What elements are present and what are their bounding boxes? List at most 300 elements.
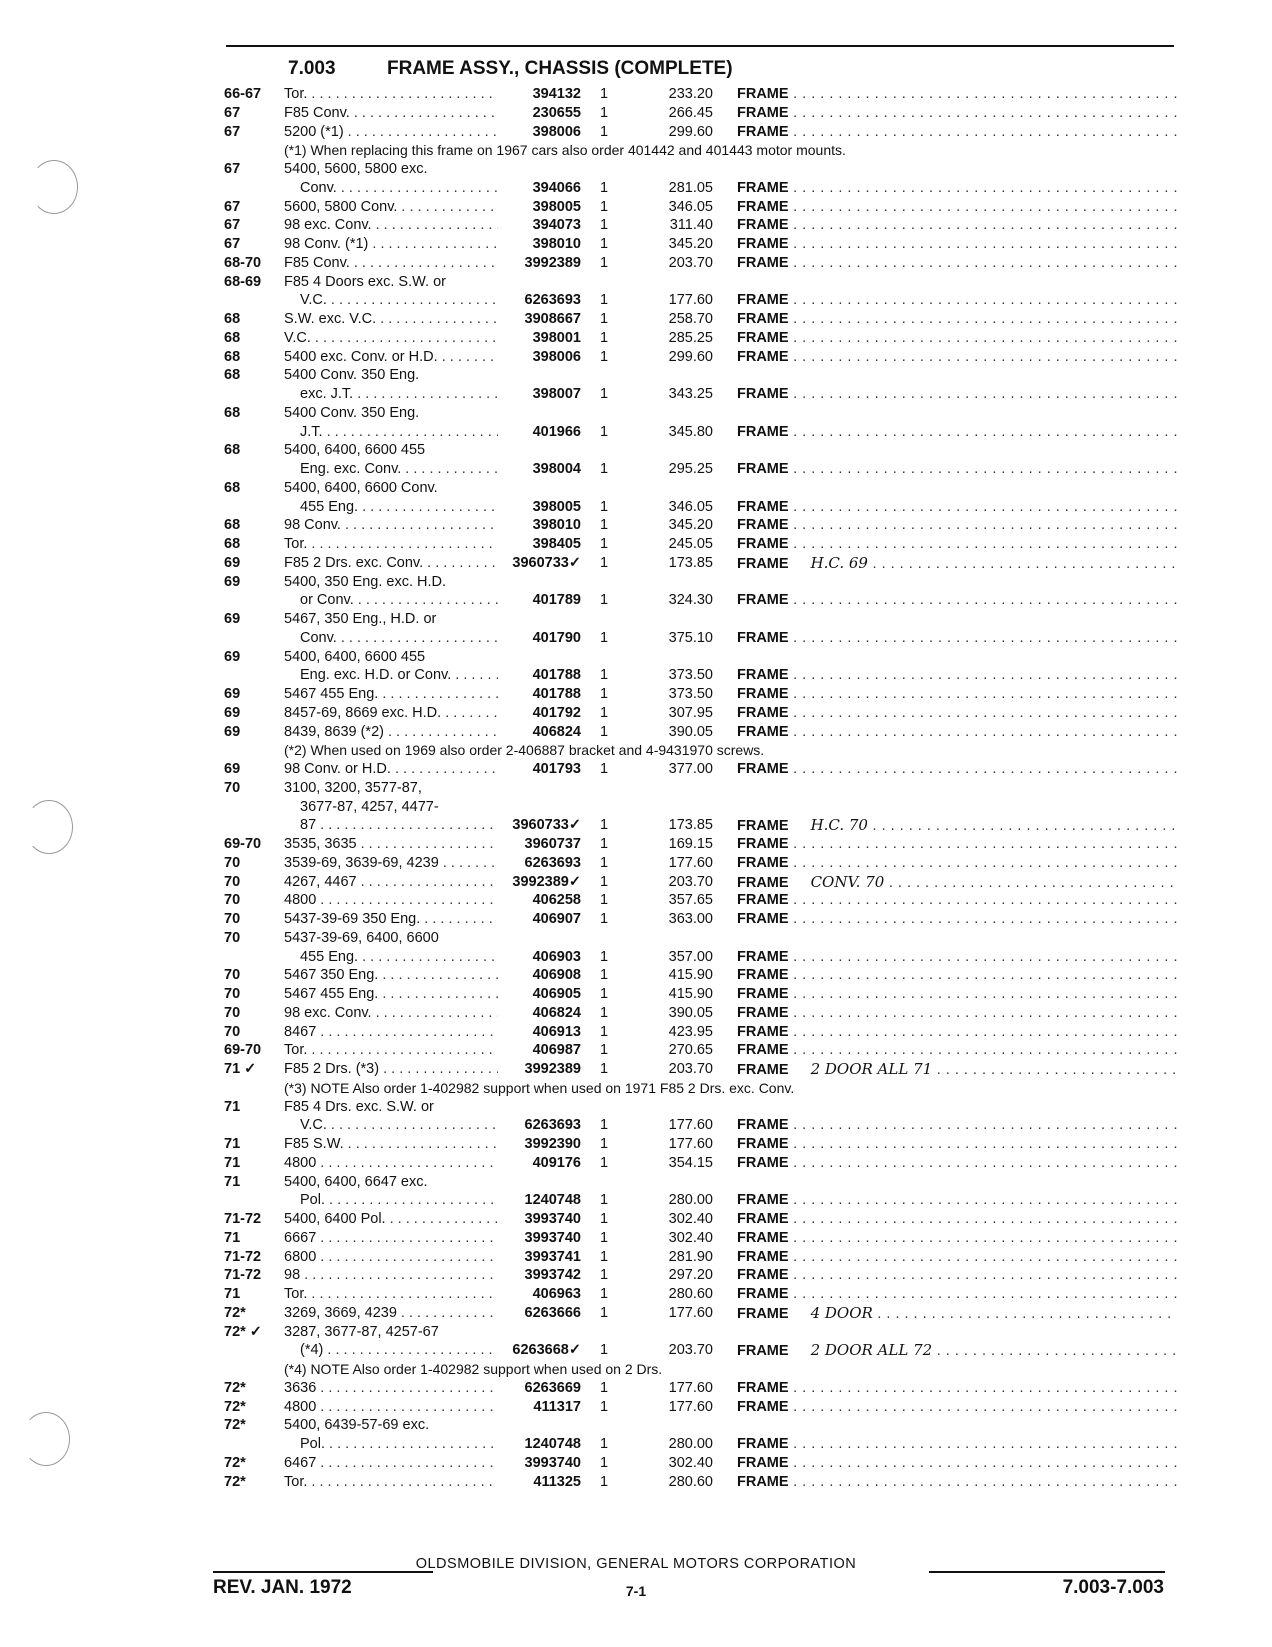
table-row: [0, 591, 1272, 610]
part-name: [737, 1398, 1177, 1417]
part-name-text: FRAME: [737, 629, 789, 646]
model-year: 72*: [224, 1454, 246, 1471]
table-row: [0, 404, 1272, 423]
part-name: [737, 329, 1177, 348]
quantity: 1: [599, 423, 609, 440]
table-row: [0, 348, 1272, 367]
model-description: 455 Eng. . . .: [300, 948, 498, 967]
table-row: [0, 1285, 1272, 1304]
part-name: [737, 179, 1177, 198]
model-description: 8439, 8639 (*2) . . .: [284, 723, 498, 742]
table-row: [0, 1341, 1272, 1360]
part-name: [737, 348, 1177, 367]
quantity: 1: [599, 1436, 609, 1452]
part-number: 3992390: [524, 1136, 581, 1152]
table-row: [0, 666, 1272, 685]
handwritten-note: 2 DOOR ALL 72: [810, 1341, 933, 1360]
footnote-row: [0, 1079, 1272, 1098]
part-name-text: FRAME: [737, 461, 789, 477]
part-name-text: FRAME: [737, 1136, 789, 1152]
model-description: 8457-69, 8669 exc. H.D. . . .: [284, 704, 498, 723]
model-description: 5467, 350 Eng., H.D. or: [284, 611, 437, 627]
part-number: 3993742: [524, 1267, 581, 1284]
part-name: [737, 123, 1177, 142]
quantity: 1: [599, 986, 609, 1002]
part-number: 398010: [532, 236, 581, 252]
list-price: 311.40: [669, 217, 713, 234]
list-price: 177.60: [668, 292, 713, 309]
table-row: [0, 516, 1272, 535]
part-name-text: FRAME: [737, 892, 789, 909]
quantity: 1: [599, 1061, 609, 1077]
table-row: [0, 798, 1272, 817]
list-price: 177.60: [668, 1398, 713, 1415]
part-number: 3960737: [524, 836, 581, 852]
table-row: [0, 1060, 1272, 1079]
list-price: 280.60: [668, 1473, 713, 1490]
quantity: 1: [599, 1454, 609, 1471]
part-name: [737, 1041, 1177, 1060]
part-name: [737, 254, 1177, 273]
model-description: F85 2 Drs. exc. Conv. . . .: [284, 554, 498, 573]
quantity: 1: [599, 123, 609, 140]
model-year: 69: [224, 761, 241, 777]
model-description: Eng. exc. Conv. . . .: [300, 460, 498, 479]
table-row: [0, 910, 1272, 929]
model-description: 3287, 3677-87, 4257-67: [284, 1323, 439, 1340]
model-description: 6467 . . .: [284, 1454, 498, 1473]
part-name: [737, 966, 1177, 985]
list-price: 233.20: [668, 86, 713, 102]
model-description: V.C. . . .: [300, 291, 498, 310]
model-description: 5400, 6400 Pol. . . .: [284, 1210, 498, 1229]
part-name: [737, 1229, 1177, 1248]
part-name: [737, 891, 1177, 910]
quantity: 1: [599, 723, 609, 740]
model-description: 5400 exc. Conv. or H.D. . . .: [284, 348, 498, 367]
quantity: 1: [599, 629, 609, 646]
model-description: J.T. . . .: [300, 423, 498, 442]
table-row: [0, 216, 1272, 235]
model-description: 5400, 350 Eng. exc. H.D.: [284, 573, 447, 590]
model-description: 98 exc. Conv. . . .: [284, 1004, 498, 1023]
model-description: 98 exc. Conv. . . .: [284, 216, 498, 235]
part-name-text: FRAME: [737, 86, 789, 102]
part-name: [737, 835, 1177, 854]
part-name-text: FRAME: [737, 1248, 789, 1265]
list-price: 173.85: [668, 817, 713, 834]
part-number: 394066: [532, 179, 581, 196]
quantity: 1: [599, 1248, 609, 1265]
list-price: 302.40: [668, 1211, 713, 1227]
list-price: 280.60: [668, 1286, 713, 1302]
model-year: 69: [224, 704, 241, 721]
table-row: [0, 610, 1272, 629]
list-price: 357.00: [668, 948, 713, 965]
quantity: 1: [599, 179, 609, 196]
part-name: [737, 816, 1177, 836]
model-description: S.W. exc. V.C. . . .: [284, 310, 498, 329]
part-name-text: FRAME: [737, 179, 789, 196]
model-year: 69-70: [224, 1042, 262, 1059]
table-row: [0, 1323, 1272, 1342]
model-year: 71-72: [224, 1211, 262, 1227]
table-row: [0, 1098, 1272, 1117]
part-name-text: FRAME: [737, 348, 789, 365]
table-row: [0, 854, 1272, 873]
part-name: [737, 1341, 1177, 1361]
model-description: Pol. . . .: [300, 1191, 498, 1210]
part-name: [737, 1473, 1177, 1492]
model-description: F85 Conv. . . .: [284, 254, 498, 273]
model-year: 69: [224, 686, 241, 702]
part-name: [737, 1023, 1177, 1042]
table-row: [0, 1041, 1272, 1060]
table-row: [0, 760, 1272, 779]
table-row: [0, 835, 1272, 854]
footer-page-number: 7-1: [625, 1583, 647, 1599]
part-number: 401966: [532, 423, 581, 440]
quantity: 1: [599, 667, 609, 684]
table-row: [0, 291, 1272, 310]
model-description: Conv. . . .: [300, 629, 498, 648]
part-name-text: FRAME: [737, 761, 789, 777]
parts-list: [0, 85, 1272, 1491]
table-row: [0, 816, 1272, 835]
model-description: 5400, 6400, 6600 455: [284, 648, 426, 665]
model-description: 5200 (*1) . . .: [284, 123, 498, 142]
table-row: [0, 460, 1272, 479]
quantity: 1: [599, 704, 609, 721]
part-number: 406905: [532, 986, 581, 1002]
part-name-text: FRAME: [737, 254, 789, 271]
part-name-text: FRAME: [737, 967, 789, 984]
model-year: 69: [224, 648, 241, 665]
quantity: 1: [599, 217, 609, 234]
list-price: 270.65: [668, 1042, 713, 1059]
list-price: 415.90: [668, 986, 713, 1002]
part-name: [737, 1210, 1177, 1229]
footnote-row: [0, 141, 1272, 160]
model-year: 70: [224, 967, 241, 984]
table-row: [0, 498, 1272, 517]
model-description: 3636 . . .: [284, 1379, 498, 1398]
table-row: [0, 723, 1272, 742]
part-name-text: FRAME: [737, 948, 789, 965]
model-year: 69: [224, 573, 241, 590]
part-name-text: FRAME: [737, 1379, 789, 1396]
table-row: [0, 1304, 1272, 1323]
part-number: 406903: [532, 948, 581, 965]
model-description: 5600, 5800 Conv. . . .: [284, 198, 498, 217]
model-year: 68: [224, 442, 241, 459]
quantity: 1: [599, 1304, 609, 1321]
table-row: [0, 1004, 1272, 1023]
part-name-text: FRAME: [737, 1004, 789, 1021]
part-name-text: FRAME: [737, 1117, 789, 1134]
quantity: 1: [599, 1117, 609, 1134]
part-number: 3992389✓: [512, 873, 581, 890]
table-row: [0, 104, 1272, 123]
model-description: 3100, 3200, 3577-87,: [284, 779, 422, 796]
part-name-text: FRAME: [737, 686, 789, 702]
part-name-text: FRAME: [737, 854, 789, 871]
table-row: [0, 704, 1272, 723]
handwritten-note: H.C. 70: [810, 816, 868, 835]
list-price: 324.30: [668, 592, 713, 609]
list-price: 357.65: [668, 892, 713, 909]
list-price: 203.70: [668, 254, 713, 271]
table-row: [0, 779, 1272, 798]
model-description: 5467 455 Eng. . . .: [284, 685, 498, 704]
quantity: 1: [599, 1211, 609, 1227]
quantity: 1: [599, 1229, 609, 1246]
list-price: 203.70: [668, 873, 713, 890]
part-name-text: FRAME: [737, 292, 789, 309]
part-name-text: FRAME: [737, 198, 789, 215]
model-year: 67: [224, 198, 241, 215]
part-name-text: FRAME: [737, 1343, 789, 1360]
list-price: 373.50: [668, 667, 713, 684]
part-name: [737, 873, 1177, 893]
part-number: 398010: [532, 517, 581, 534]
model-description: 4267, 4467 . . .: [284, 873, 498, 892]
quantity: 1: [599, 1473, 609, 1490]
part-number: 398005: [532, 198, 581, 215]
part-number: 3993740: [524, 1454, 581, 1471]
quantity: 1: [599, 104, 609, 121]
model-description: 5400, 5600, 5800 exc.: [284, 161, 428, 177]
part-number: 411317: [533, 1398, 581, 1415]
handwritten-note: H.C. 69: [810, 553, 868, 572]
model-year: 71 ✓: [224, 1061, 257, 1077]
part-name: [737, 1004, 1177, 1023]
handwritten-note: CONV. 70: [810, 872, 885, 891]
table-row: [0, 1210, 1272, 1229]
part-name: [737, 910, 1177, 929]
model-year: 68: [224, 536, 241, 552]
part-name: [737, 591, 1177, 610]
list-price: 266.45: [668, 104, 713, 121]
part-number: 398405: [532, 536, 581, 552]
model-year: 68: [224, 479, 241, 496]
part-name: [737, 666, 1177, 685]
model-description: exc. J.T. . . .: [300, 385, 498, 404]
model-year: 70: [224, 854, 241, 871]
part-number: 401789: [532, 592, 581, 609]
table-row: [0, 254, 1272, 273]
part-name: [737, 948, 1177, 967]
list-price: 375.10: [668, 629, 713, 646]
quantity: 1: [599, 1342, 609, 1359]
quantity: 1: [599, 1379, 609, 1396]
list-price: 258.70: [668, 311, 713, 327]
part-number: 401790: [532, 629, 581, 646]
part-name-text: FRAME: [737, 1211, 789, 1227]
model-description: 3539-69, 3639-69, 4239 . . .: [284, 854, 498, 873]
part-number: 3993741: [524, 1248, 581, 1265]
quantity: 1: [599, 1004, 609, 1021]
model-description: 6667 . . .: [284, 1229, 498, 1248]
footer-revision: REV. JAN. 1972: [213, 1577, 352, 1598]
quantity: 1: [599, 311, 609, 327]
list-price: 423.95: [668, 1023, 713, 1040]
list-price: 354.15: [668, 1154, 713, 1171]
part-name-text: FRAME: [737, 1229, 789, 1246]
quantity: 1: [599, 292, 609, 309]
part-number: 406824: [532, 1004, 581, 1021]
quantity: 1: [599, 836, 609, 852]
part-name-text: FRAME: [737, 1454, 789, 1471]
model-description: 5400, 6439-57-69 exc.: [284, 1417, 430, 1434]
list-price: 345.20: [668, 517, 713, 534]
footnote-row: [0, 741, 1272, 760]
part-name: [737, 1454, 1177, 1473]
model-description: 455 Eng. . . .: [300, 498, 498, 517]
handwritten-note: 2 DOOR ALL 71: [810, 1060, 933, 1078]
model-description: 87 . . .: [300, 816, 498, 835]
model-year: 67: [224, 217, 241, 234]
model-year: 68: [224, 329, 241, 346]
quantity: 1: [599, 948, 609, 965]
list-price: 345.80: [668, 423, 713, 440]
table-row: [0, 1191, 1272, 1210]
table-row: [0, 123, 1272, 142]
part-number: 3908667: [524, 311, 581, 327]
quantity: 1: [599, 329, 609, 346]
top-rule: [226, 45, 1174, 47]
list-price: 177.60: [668, 1304, 713, 1321]
list-price: 343.25: [668, 386, 713, 402]
list-price: 177.60: [668, 1136, 713, 1152]
model-year: 68: [224, 517, 241, 534]
quantity: 1: [599, 854, 609, 871]
quantity: 1: [599, 461, 609, 477]
quantity: 1: [599, 1154, 609, 1171]
part-name: [737, 854, 1177, 873]
part-number: 3992389: [524, 254, 581, 271]
model-description: 98 Conv. (*1) . . .: [284, 235, 498, 254]
part-name: [737, 629, 1177, 648]
model-year: 70: [224, 873, 241, 890]
part-name-text: FRAME: [737, 1023, 789, 1040]
table-row: [0, 1154, 1272, 1173]
part-name-text: FRAME: [737, 536, 789, 552]
part-name: [737, 1285, 1177, 1304]
model-description: Tor. . . .: [284, 535, 498, 554]
part-name-text: FRAME: [737, 911, 789, 927]
table-row: [0, 1173, 1272, 1192]
part-number: 409176: [532, 1154, 581, 1171]
part-name: [737, 985, 1177, 1004]
table-row: [0, 235, 1272, 254]
model-description: F85 4 Doors exc. S.W. or: [284, 273, 446, 290]
model-description: 5400, 6400, 6600 455: [284, 442, 426, 459]
quantity: 1: [599, 686, 609, 702]
part-name: [737, 235, 1177, 254]
model-description: V.C. . . .: [284, 329, 498, 348]
part-name-text: FRAME: [737, 592, 789, 609]
model-description: 5467 350 Eng. . . .: [284, 966, 498, 985]
model-description: 3677-87, 4257, 4477-: [300, 798, 439, 815]
part-name-text: FRAME: [737, 986, 789, 1002]
part-name: [737, 460, 1177, 479]
model-year: 67: [224, 104, 241, 121]
quantity: 1: [599, 967, 609, 984]
section-number: 7.003: [288, 58, 336, 79]
table-row: [0, 948, 1272, 967]
model-year: 69: [224, 723, 241, 740]
model-description: 98 Conv. . . .: [284, 516, 498, 535]
list-price: 173.85: [668, 554, 713, 571]
model-year: 72*: [224, 1379, 246, 1396]
part-number: 401788: [532, 686, 581, 702]
part-name: [737, 1116, 1177, 1135]
model-year: 71: [224, 1136, 241, 1152]
part-name: [737, 1191, 1177, 1210]
part-name: [737, 1304, 1177, 1324]
part-name: [737, 1435, 1177, 1454]
part-name-text: FRAME: [737, 1473, 789, 1490]
part-name-text: FRAME: [737, 704, 789, 721]
part-name-text: FRAME: [737, 1436, 789, 1452]
table-row: [0, 535, 1272, 554]
part-number: 401792: [532, 704, 581, 721]
list-price: 346.05: [668, 498, 713, 515]
part-name-text: FRAME: [737, 1042, 789, 1059]
quantity: 1: [599, 254, 609, 271]
part-name-text: FRAME: [737, 423, 789, 440]
table-row: [0, 1116, 1272, 1135]
part-name: [737, 85, 1177, 104]
part-name: [737, 760, 1177, 779]
table-row: [0, 441, 1272, 460]
model-year: 71: [224, 1154, 241, 1171]
part-number: 394132: [532, 86, 581, 102]
part-name: [737, 198, 1177, 217]
model-description: Tor. . . .: [284, 1285, 498, 1304]
list-price: 285.25: [668, 329, 713, 346]
model-description: F85 2 Drs. (*3) . . .: [284, 1060, 498, 1079]
footnote-row: [0, 1360, 1272, 1379]
list-price: 280.00: [668, 1436, 713, 1452]
quantity: 1: [599, 873, 609, 890]
part-name: [737, 423, 1177, 442]
model-year: 69: [224, 611, 241, 627]
table-row: [0, 1379, 1272, 1398]
table-row: [0, 385, 1272, 404]
footnote-text: (*4) NOTE Also order 1-402982 support when used on 2 Drs.: [284, 1361, 663, 1377]
part-name-text: FRAME: [737, 1398, 789, 1415]
part-number: 3993740: [524, 1211, 581, 1227]
table-row: [0, 1266, 1272, 1285]
list-price: 346.05: [668, 198, 713, 215]
list-price: 281.05: [668, 179, 713, 196]
model-year: 71: [224, 1098, 241, 1115]
table-row: [0, 1248, 1272, 1267]
table-row: [0, 198, 1272, 217]
part-name-text: FRAME: [737, 1305, 789, 1322]
part-number: 406913: [532, 1023, 581, 1040]
part-number: 6263668✓: [512, 1342, 581, 1359]
table-row: [0, 648, 1272, 667]
model-year: 68: [224, 367, 241, 384]
model-year: 70: [224, 1023, 241, 1040]
part-name: [737, 385, 1177, 404]
part-number: 398005: [532, 498, 581, 515]
model-year: 70: [224, 986, 241, 1002]
handwritten-note: 4 DOOR: [810, 1303, 873, 1322]
